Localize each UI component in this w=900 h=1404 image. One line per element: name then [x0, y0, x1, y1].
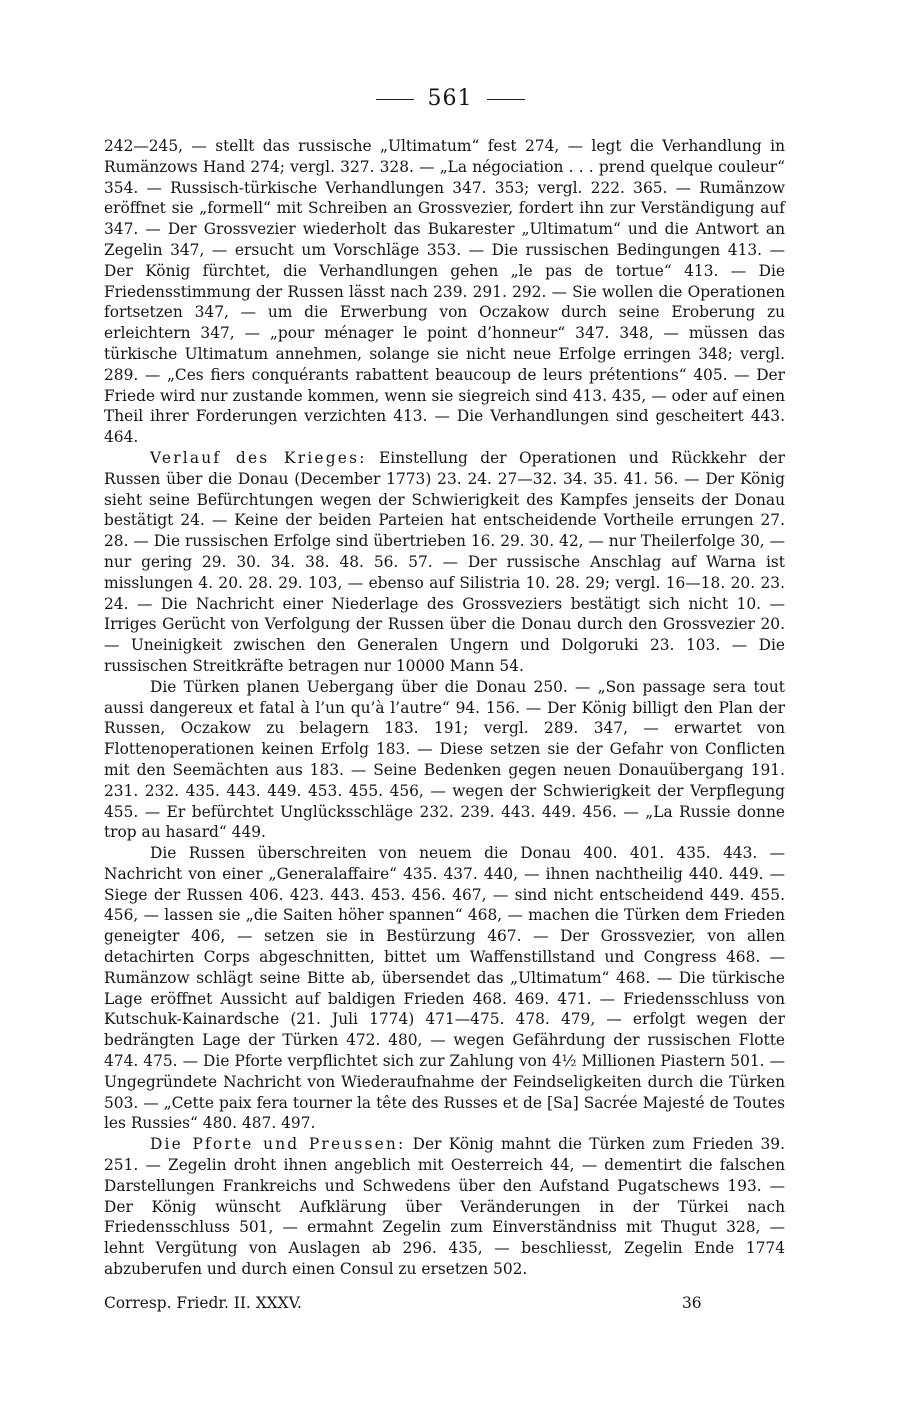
spaced-heading-1: Verlauf des Krieges: — [150, 448, 367, 467]
paragraph-2 — [104, 448, 785, 677]
paragraph-2-text: Einstellung der Operationen und Rückkehr der Russen über die Donau (December 1773) 23. 24. 27—32. 34. 35. 41. 56. — Der König sieht seine Befürchtungen wegen der Schwierigkeit des Kampfes jenseits der Donau bestätigt 24. — Keine der beiden Parteien hat entscheidende Vortheile errungen 27. 28. — Die russischen Erfolge sind übertrieben 16. 29. 30. 42, — nur Theilerfolge 30, — nur gering 29. 30. 34. 38. 48. 56. 57. — Der russische Anschlag auf Warna ist misslungen 4. 20. 28. 29. 103, — ebenso auf Silistria 10. 28. 29; vergl. 16—18. 20. 23. 24. — Die Nachricht einer Niederlage des Grossveziers bestätigt sich nicht 10. — Irriges Gerücht von Verfolgung der Russen über die Donau durch den Grossvezier 20. — Uneinigkeit zwischen den Generalen Ungern und Dolgoruki 23. 103. — Die russischen Streitkräfte betragen nur 10000 Mann 54. — [104, 448, 785, 675]
paragraph-5 — [104, 1134, 785, 1280]
signature-mark: Corresp. Friedr. II. XXXV. — [104, 1294, 302, 1312]
paragraph-4: Die Russen überschreiten von neuem die Donau 400. 401. 435. 443. — Nachricht von einer „Generalaffaire“ 435. 437. 440, — ihnen nachtheilig 440. 449. — Siege der Russen 406. 423. 443. 453. 456. 467, — sind nicht entscheidend 449. 455. 456, — lassen sie „die Saiten höher spannen“ 468, — machen die Türken dem Frieden geneigter 406, — setzen sie in Bestürzung 467. — Der Grossvezier, von allen detachirten Corps abgeschnitten, bittet um Waffenstillstand und Congress 468. — Rumänzow schlägt seine Bitte ab, übersendet das „Ultimatum“ 468. — Die türkische Lage eröffnet Aussicht auf baldigen Frieden 468. 469. 471. — Friedensschluss von Kutschuk-Kainardsche (21. Juli 1774) 471—475. 478. 479, — erfolgt wegen der bedrängten Lage der Türken 472. 480, — wegen Gefährdung der russischen Flotte 474. 475. — Die Pforte verpflichtet sich zur Zahlung von 4½ Millionen Piastern 501. — Ungegründete Nachricht von Wiederaufnahme der Feindseligkeiten durch die Türken 503. — „Cette paix fera tourner la tête des Russes et de [Sa] Sacrée Majesté de Toutes les Russies“ 480. 487. 497. — [104, 844, 785, 1133]
header-rule-left — [376, 99, 414, 100]
body-text — [104, 136, 785, 1280]
paragraph-1: 242—245, — stellt das russische „Ultimatum“ fest 274, — legt die Verhandlung in Rumänzows Hand 274; vergl. 327. 328. — „La négociation . . . prend quelque couleur“ 354. — Russisch-türkische Verhandlungen 347. 353; vergl. 222. 365. — Rumänzow eröffnet sie „formell“ mit Schreiben an Grossvezier, fordert ihn zur Verständigung auf 347. — Der Grossvezier wiederholt das Bukarester „Ultimatum“ und die Antwort an Zegelin 347, — ersucht um Vorschläge 353. — Die russischen Bedingungen 413. — Der König fürchtet, die Verhandlungen gehen „le pas de tortue“ 413. — Die Friedensstimmung der Russen lässt nach 239. 291. 292. — Sie wollen die Operationen fortsetzen 347, — um die Erwerbung von Oczakow durch seine Eroberung zu erleichtern 347, — „pour ménager le point d’honneur“ 347. 348, — müssen das türkische Ultimatum annehmen, solange sie nicht neue Erfolge erringen 348; vergl. 289. — „Ces fiers conquérants rabattent beaucoup de leurs prétentions“ 405. — Der Friede wird nur zustande kommen, wenn sie siegreich sind 413. 435, — oder auf einen Theil ihrer Forderungen verzichten 413. — Die Verhandlungen sind gescheitert 443. 464. — [104, 137, 785, 447]
paragraph-5-text: Der König mahnt die Türken zum Frieden 39. 251. — Zegelin droht ihnen angeblich mit Oesterreich 44, — dementirt die falschen Darstellungen Frankreichs und Schwedens über den Aufstand Pugatschews 193. — Der König wünscht Aufklärung über Veränderungen in der Türkei nach Friedensschluss 501, — ermahnt Zegelin zum Einverständniss mit Thugut 328, — lehnt Vergütung von Auslagen ab 296. 435, — beschliesst, Zegelin Ende 1774 abzuberufen und durch einen Consul zu ersetzen 502. — [104, 1135, 785, 1279]
page-number: 561 — [427, 86, 473, 111]
paragraph-3: Die Türken planen Uebergang über die Donau 250. — „Son passage sera tout aussi dangereux et fatal à l’un qu’à l’autre“ 94. 156. — Der König billigt den Plan der Russen, Oczakow zu belagern 183. 191; vergl. 289. 347, — erwartet von Flottenoperationen keinen Erfolg 183. — Diese setzen sie der Gefahr von Conflicten mit den Seemächten aus 183. — Seine Bedenken gegen neuen Donauübergang 191. 231. 232. 435. 443. 449. 453. 455. 456, — wegen der Schwierigkeit der Verpflegung 455. — Er befürchtet Unglücksschläge 232. 239. 443. 449. 456. — „La Russie donne trop au hasard“ 449. — [104, 677, 785, 842]
header-rule-right — [487, 99, 525, 100]
page-header — [0, 86, 900, 111]
sheet-number: 36 — [682, 1294, 702, 1312]
spaced-heading-2: Die Pforte und Preussen: — [150, 1135, 406, 1154]
